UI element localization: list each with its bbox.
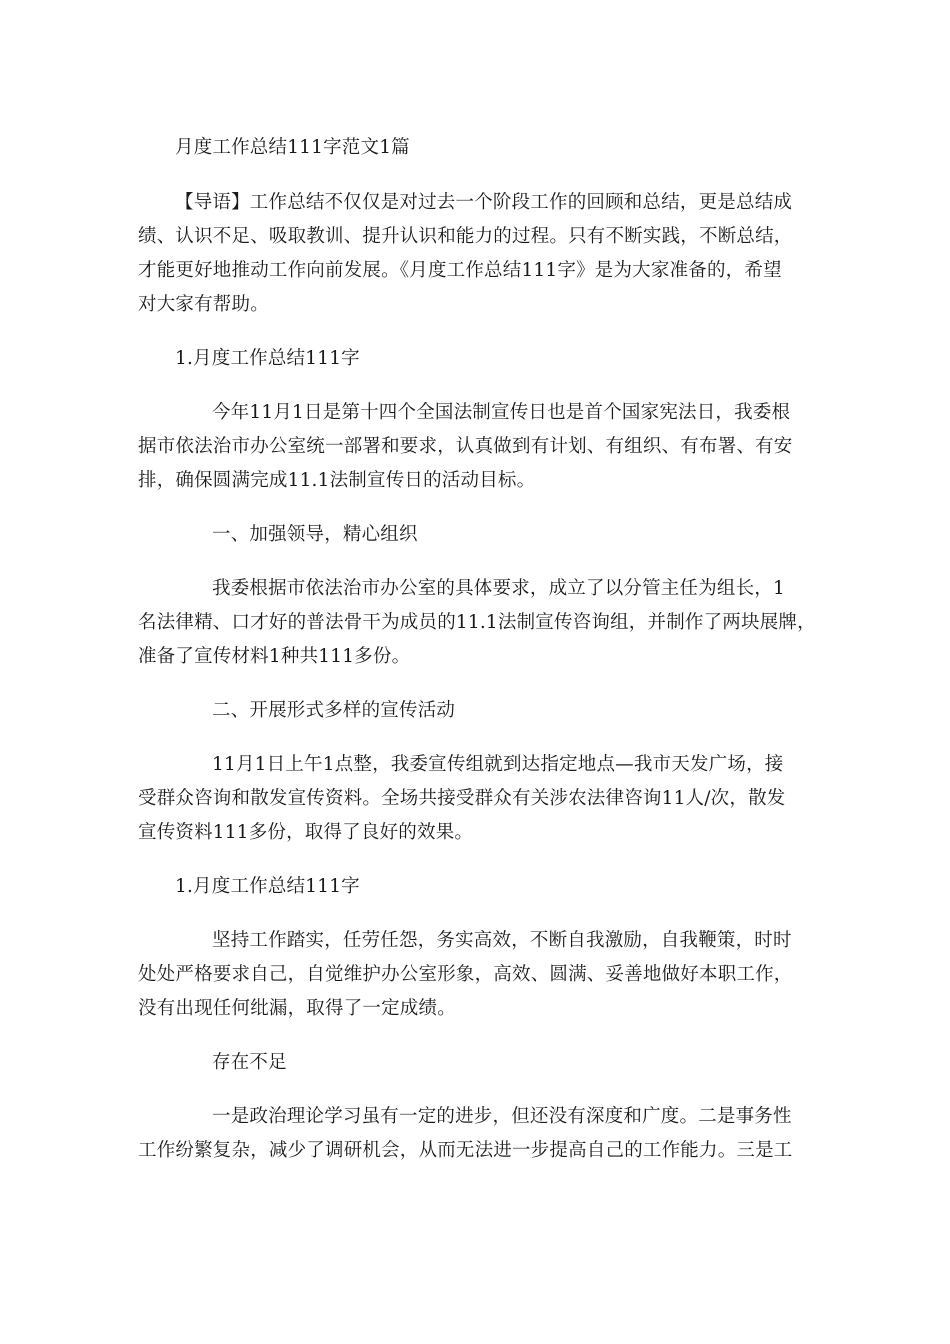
paragraph-line: 处处严格要求自己，自觉维护办公室形象，高效、圆满、妥善地做好本职工作，	[138, 964, 793, 985]
intro-line: 【导语】工作总结不仅仅是对过去一个阶段工作的回顾和总结，更是总结成	[175, 192, 793, 213]
paragraph-line: 我委根据市依法治市办公室的具体要求，成立了以分管主任为组长，1	[212, 578, 785, 599]
paragraph-line: 工作纷繁复杂，减少了调研机会，从而无法进一步提高自己的工作能力。三是工	[138, 1140, 793, 1161]
paragraph-line: 准备了宣传材料1种共111多份。	[138, 646, 411, 667]
paragraph-line: 宣传资料111多份，取得了良好的效果。	[138, 822, 474, 843]
paragraph-line: 今年11月1日是第十四个全国法制宣传日也是首个国家宪法日，我委根	[212, 402, 791, 423]
section-heading: 1.月度工作总结111字	[175, 348, 360, 369]
paragraph-line: 排，确保圆满完成11.1法制宣传日的活动目标。	[138, 470, 536, 491]
paragraph-line: 受群众咨询和散发宣传资料。全场共接受群众有关涉农法律咨询11人/次，散发	[138, 788, 786, 809]
document-title: 月度工作总结111字范文1篇	[175, 137, 410, 158]
paragraph-line: 一是政治理论学习虽有一定的进步，但还没有深度和广度。二是事务性	[212, 1106, 792, 1127]
paragraph-line: 名法律精、口才好的普法骨干为成员的11.1法制宣传咨询组，并制作了两块展牌，	[138, 612, 816, 633]
intro-line: 才能更好地推动工作向前发展。《月度工作总结111字》是为大家准备的，希望	[138, 260, 782, 281]
paragraph-line: 据市依法治市办公室统一部署和要求，认真做到有计划、有组织、有布署、有安	[138, 436, 793, 457]
section-heading: 1.月度工作总结111字	[175, 876, 360, 897]
paragraph-line: 没有出现任何纰漏，取得了一定成绩。	[138, 998, 456, 1019]
subsection-heading: 二、开展形式多样的宣传活动	[212, 700, 456, 721]
subsection-heading: 存在不足	[212, 1052, 287, 1073]
paragraph-line: 坚持工作踏实，任劳任怨，务实高效，不断自我激励，自我鞭策，时时	[212, 930, 792, 951]
intro-line: 对大家有帮助。	[138, 294, 269, 315]
subsection-heading: 一、加强领导，精心组织	[212, 524, 418, 545]
paragraph-line: 11月1日上午1点整，我委宣传组就到达指定地点—我市天发广场，接	[212, 754, 784, 775]
intro-line: 绩、认识不足、吸取教训、提升认识和能力的过程。只有不断实践，不断总结，	[138, 226, 793, 247]
